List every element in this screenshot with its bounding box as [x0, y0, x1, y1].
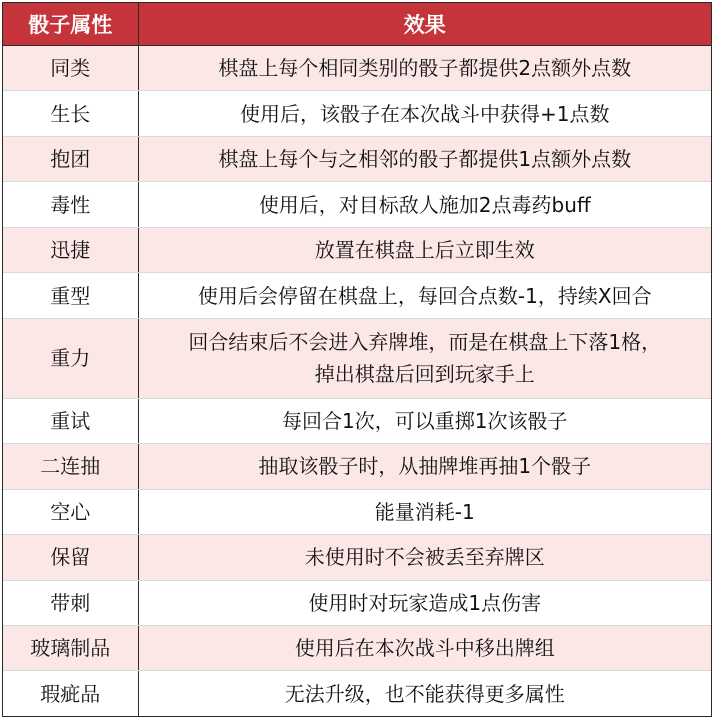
effect-cell: [138, 625, 711, 670]
table-row: [3, 91, 711, 136]
attribute-cell: 空心: [3, 489, 138, 534]
effect-cell: [138, 91, 711, 136]
table-row: [3, 273, 711, 318]
table-row: [3, 671, 711, 716]
effect-cell: [138, 273, 711, 318]
effect-text: 无法升级，也不能获得更多属性: [284, 681, 565, 706]
dice-attribute-table-container: [2, 2, 712, 717]
effect-cell: [138, 489, 711, 534]
attribute-cell: 重试: [3, 398, 138, 443]
effect-cell: [138, 318, 711, 398]
table-row: [3, 489, 711, 534]
attribute-cell: 玻璃制品: [3, 625, 138, 670]
table-row: [3, 318, 711, 398]
effect-text: 使用后会停留在棋盘上，每回合点数-1，持续X回合: [197, 283, 652, 308]
attribute-cell: 带刺: [3, 580, 138, 625]
effect-cell: [138, 227, 711, 272]
attribute-cell: 抱团: [3, 136, 138, 181]
attribute-cell: 瑕疵品: [3, 671, 138, 716]
effect-text: 每回合1次，可以重掷1次该骰子: [282, 408, 568, 433]
attribute-cell: 生长: [3, 91, 138, 136]
effect-text: 使用时对玩家造成1点伤害: [308, 590, 542, 615]
effect-text: 使用后，该骰子在本次战斗中获得+1点数: [240, 101, 610, 126]
table-row: [3, 444, 711, 489]
attribute-cell: 同类: [3, 46, 138, 91]
effect-text: 回合结束后不会进入弃牌堆，而是在棋盘上下落1格，: [188, 330, 662, 355]
effect-cell: [138, 444, 711, 489]
effect-cell: [138, 580, 711, 625]
effect-cell: [138, 671, 711, 716]
attribute-cell: 重力: [3, 318, 138, 398]
effect-cell: [138, 535, 711, 580]
effect-text: 使用后，对目标敌人施加2点毒药buff: [258, 192, 591, 217]
effect-text: 抽取该骰子时，从抽牌堆再抽1个骰子: [258, 454, 592, 479]
effect-text: 使用后在本次战斗中移出牌组: [294, 636, 555, 661]
table-row: [3, 625, 711, 670]
effect-cell: [138, 398, 711, 443]
attribute-cell: 保留: [3, 535, 138, 580]
effect-text: 棋盘上每个相同类别的骰子都提供2点额外点数: [218, 56, 632, 81]
attribute-cell: 迅捷: [3, 227, 138, 272]
attribute-cell: 重型: [3, 273, 138, 318]
effect-text: 放置在棋盘上后立即生效: [314, 238, 535, 263]
effect-cell: [138, 46, 711, 91]
effect-text: 能量消耗-1: [374, 499, 475, 524]
effect-text: 未使用时不会被丢至弃牌区: [304, 545, 545, 570]
table-row: [3, 535, 711, 580]
table-row: [3, 136, 711, 181]
table-row: [3, 398, 711, 443]
table-row: [3, 182, 711, 227]
effect-cell: [138, 182, 711, 227]
effect-text: 棋盘上每个与之相邻的骰子都提供1点额外点数: [218, 147, 632, 172]
table-row: [3, 580, 711, 625]
dice-attribute-table: [3, 3, 711, 716]
effect-cell: [138, 136, 711, 181]
effect-text: 掉出棋盘后回到玩家手上: [314, 362, 535, 387]
table-header-row: [3, 3, 711, 46]
attribute-cell: 二连抽: [3, 444, 138, 489]
attribute-cell: 毒性: [3, 182, 138, 227]
table-row: [3, 46, 711, 91]
header-attribute: 骰子属性: [3, 3, 138, 46]
table-row: [3, 227, 711, 272]
header-effect: 效果: [138, 3, 711, 46]
table-body: [3, 46, 711, 717]
